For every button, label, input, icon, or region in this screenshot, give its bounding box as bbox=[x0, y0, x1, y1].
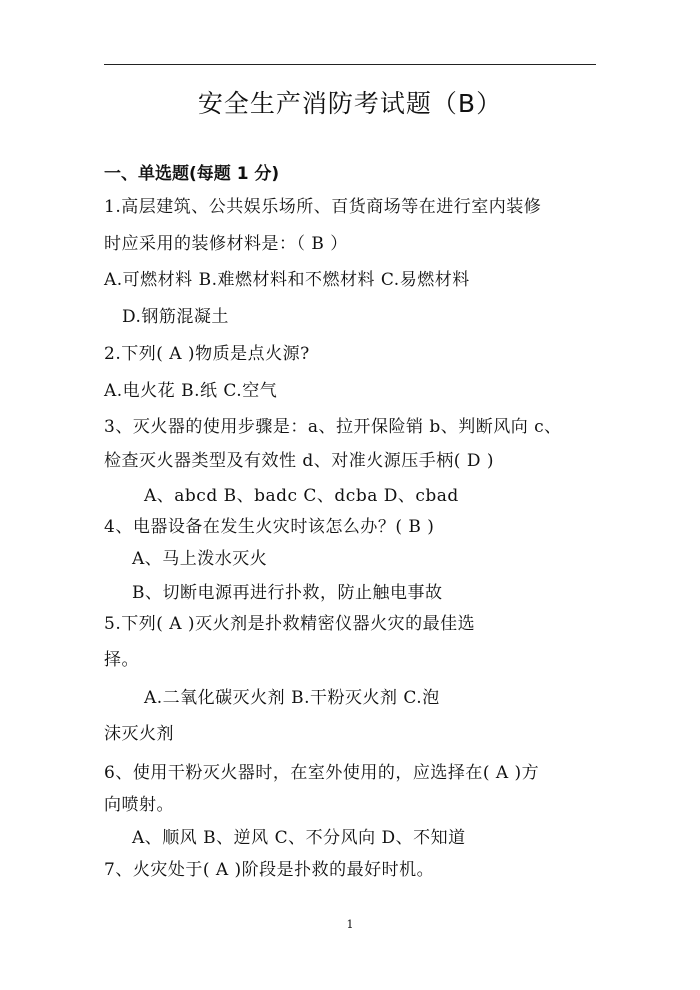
text-line: 沫灭火剂 bbox=[104, 724, 174, 744]
text-line: 择。 bbox=[104, 650, 139, 670]
text-line: 时应采用的装修材料是：（ B ） bbox=[104, 234, 348, 254]
text-line: A.可燃材料 B.难燃材料和不燃材料 C.易燃材料 bbox=[104, 270, 470, 290]
header-rule bbox=[104, 64, 596, 65]
text-line: A、马上泼水灭火 bbox=[132, 549, 268, 569]
text-line: 检查灭火器类型及有效性 d、对准火源压手柄( D ) bbox=[104, 451, 494, 471]
text-line: 6、使用干粉灭火器时，在室外使用的，应选择在( A )方 bbox=[104, 763, 540, 783]
text-line: 3、灭火器的使用步骤是：a、拉开保险销 b、判断风向 c、 bbox=[104, 417, 562, 437]
text-line: 1.高层建筑、公共娱乐场所、百货商场等在进行室内装修 bbox=[104, 197, 542, 217]
text-line: 5.下列( A )灭火剂是扑救精密仪器火灾的最佳选 bbox=[104, 614, 476, 634]
document-title: 安全生产消防考试题（B） bbox=[197, 89, 503, 118]
text-line: A.二氧化碳灭火剂 B.干粉灭火剂 C.泡 bbox=[144, 688, 440, 708]
text-line: A.电火花 B.纸 C.空气 bbox=[104, 381, 278, 401]
text-line: 2.下列( A )物质是点火源? bbox=[104, 344, 310, 364]
text-line: 7、火灾处于( A )阶段是扑救的最好时机。 bbox=[104, 860, 435, 880]
text-line: A、顺风 B、逆风 C、不分风向 D、不知道 bbox=[132, 828, 466, 848]
page-number: 1 bbox=[346, 918, 354, 931]
text-line: A、abcd B、badc C、dcba D、cbad bbox=[144, 486, 459, 506]
text-line: 向喷射。 bbox=[104, 795, 174, 815]
text-line: 4、电器设备在发生火灾时该怎么办？( B ) bbox=[104, 517, 435, 537]
section-heading: 一、单选题(每题 1 分) bbox=[104, 164, 280, 184]
text-line: B、切断电源再进行扑救，防止触电事故 bbox=[132, 583, 443, 603]
text-line: D.钢筋混凝土 bbox=[122, 307, 229, 327]
